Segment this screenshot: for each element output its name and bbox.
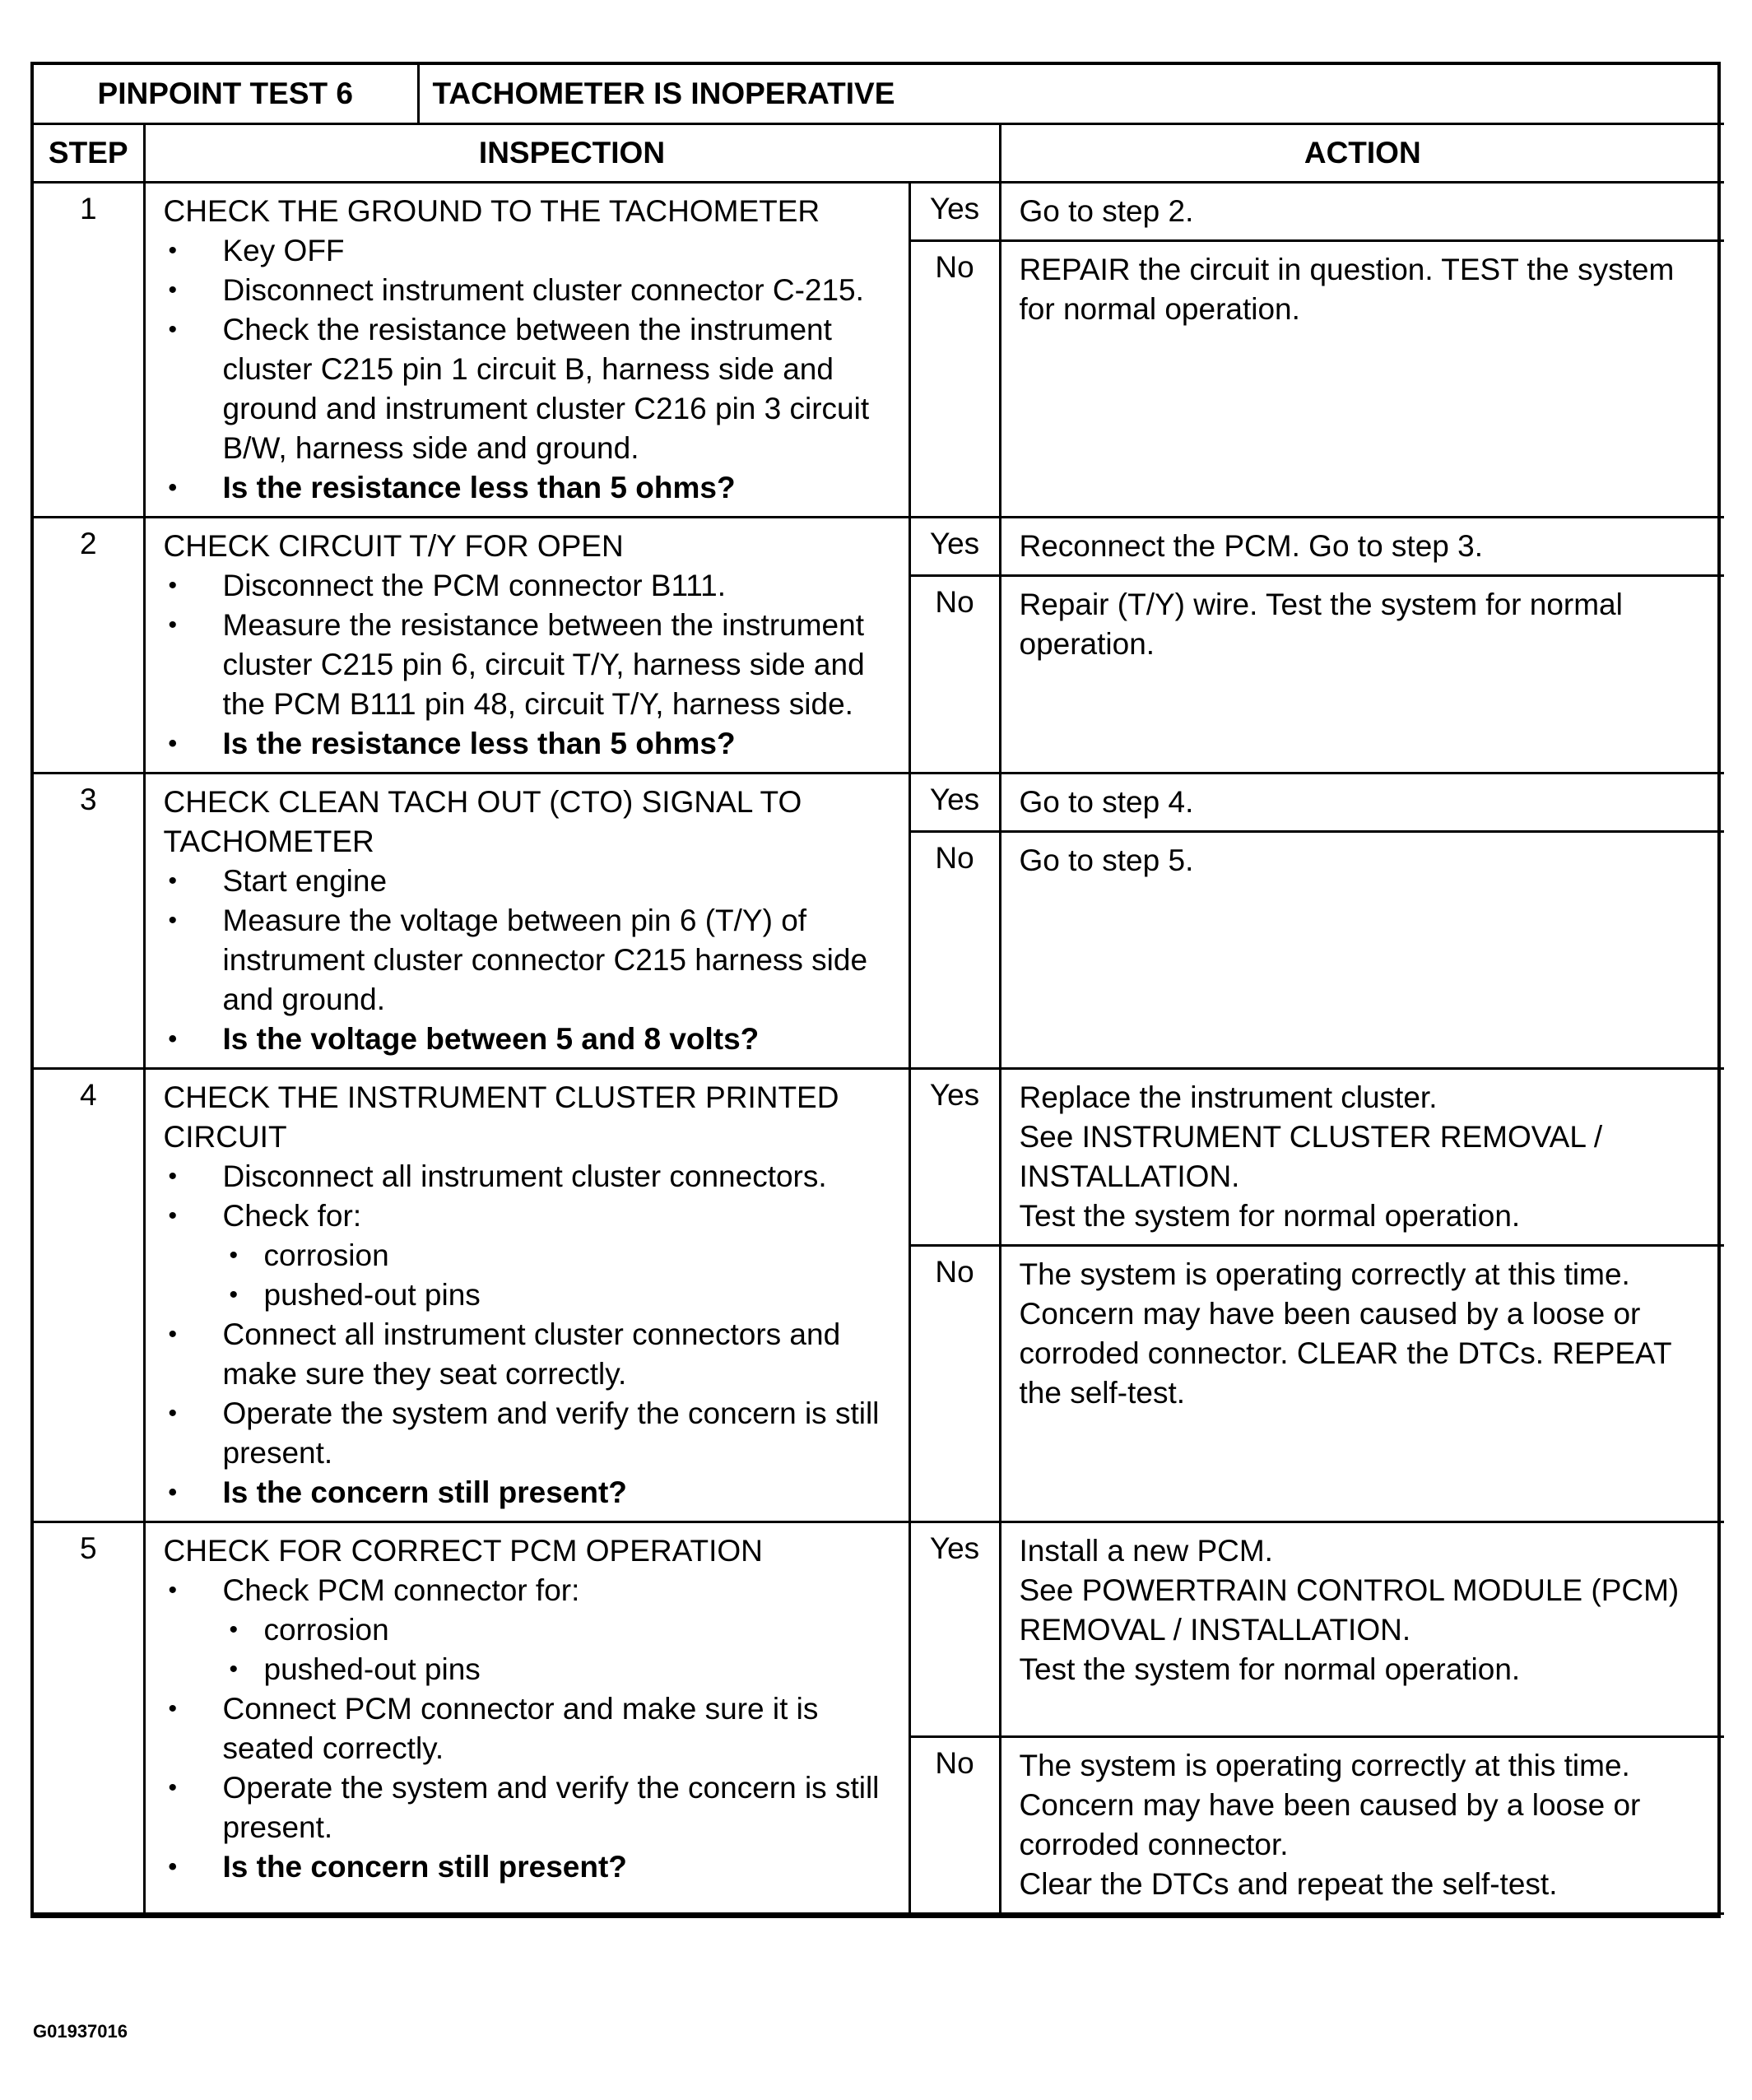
action-line: Repair (T/Y) wire. Test the system for normal operation. bbox=[1019, 588, 1623, 661]
step-question: • Is the resistance less than 5 ohms? bbox=[164, 724, 894, 764]
action-line: Test the system for normal operation. bbox=[1019, 1199, 1521, 1233]
sub-list-item: • corrosion bbox=[223, 1610, 894, 1650]
inspection-bullets bbox=[164, 566, 894, 764]
inspection-bullets bbox=[164, 231, 894, 508]
list-item: • Disconnect all instrument cluster connectors. bbox=[164, 1157, 894, 1196]
yes-action bbox=[1000, 518, 1724, 576]
list-item: • Disconnect the PCM connector B111. bbox=[164, 566, 894, 606]
no-label: No bbox=[909, 832, 1000, 1069]
yes-action bbox=[1000, 1522, 1724, 1737]
sub-bullets bbox=[223, 1236, 894, 1315]
no-action bbox=[1000, 1246, 1724, 1522]
step-inspection bbox=[144, 183, 909, 518]
list-item: • Operate the system and verify the concern is still present. bbox=[164, 1768, 894, 1847]
no-label: No bbox=[909, 1737, 1000, 1914]
column-header-row bbox=[34, 124, 1724, 183]
list-item: • Operate the system and verify the concern is still present. bbox=[164, 1394, 894, 1473]
list-item bbox=[164, 1571, 894, 1689]
step-row-yes bbox=[34, 1069, 1724, 1246]
no-label: No bbox=[909, 576, 1000, 774]
step-heading: CHECK CLEAN TACH OUT (CTO) SIGNAL TO TACHOMETER bbox=[163, 785, 802, 858]
action-line: Go to step 4. bbox=[1019, 785, 1194, 819]
step-inspection bbox=[144, 774, 909, 1069]
action-line: The system is operating correctly at this time. Concern may have been caused by a loose or corroded connector. CLEAR the DTCs. REPEAT the self-test. bbox=[1019, 1257, 1671, 1410]
action-line: The system is operating correctly at this time. Concern may have been caused by a loose or corroded connector. bbox=[1019, 1749, 1641, 1861]
column-header-action: ACTION bbox=[1000, 124, 1724, 183]
action-line: Replace the instrument cluster. bbox=[1019, 1080, 1438, 1114]
sub-list-item: • corrosion bbox=[223, 1236, 894, 1275]
step-question: • Is the concern still present? bbox=[164, 1473, 894, 1512]
action-line: See POWERTRAIN CONTROL MODULE (PCM) REMOVAL / INSTALLATION. bbox=[1019, 1573, 1680, 1647]
no-action bbox=[1000, 832, 1724, 1069]
sub-list-item: • pushed-out pins bbox=[223, 1275, 894, 1315]
step-row-yes bbox=[34, 1522, 1724, 1737]
step-row-yes bbox=[34, 183, 1724, 241]
no-label: No bbox=[909, 241, 1000, 518]
pinpoint-test-table bbox=[30, 62, 1721, 1918]
column-header-inspection: INSPECTION bbox=[144, 124, 1000, 183]
test-header-row bbox=[34, 65, 1724, 124]
yes-label: Yes bbox=[909, 183, 1000, 241]
action-line: Go to step 5. bbox=[1019, 843, 1194, 877]
step-question: • Is the voltage between 5 and 8 volts? bbox=[164, 1020, 894, 1059]
action-line: REPAIR the circuit in question. TEST the system for normal operation. bbox=[1019, 253, 1675, 326]
list-item bbox=[164, 1196, 894, 1315]
list-item: • Measure the resistance between the instrument cluster C215 pin 6, circuit T/Y, harness side and the PCM B111 pin 48, circuit T/Y, harness side. bbox=[164, 606, 894, 724]
sub-list-item: • pushed-out pins bbox=[223, 1650, 894, 1689]
step-inspection bbox=[144, 1069, 909, 1522]
no-action bbox=[1000, 241, 1724, 518]
step-inspection bbox=[144, 1522, 909, 1914]
list-item: • Connect PCM connector and make sure it is seated correctly. bbox=[164, 1689, 894, 1768]
step-number: 3 bbox=[34, 774, 144, 1069]
yes-action bbox=[1000, 183, 1724, 241]
yes-label: Yes bbox=[909, 518, 1000, 576]
figure-code: G01937016 bbox=[33, 2021, 128, 2042]
inspection-bullets bbox=[164, 1157, 894, 1512]
yes-action bbox=[1000, 774, 1724, 832]
list-item-text: Check PCM connector for: bbox=[222, 1573, 580, 1607]
column-header-step: STEP bbox=[34, 124, 144, 183]
list-item: • Key OFF bbox=[164, 231, 894, 271]
inspection-bullets bbox=[164, 862, 894, 1059]
test-label: PINPOINT TEST 6 bbox=[34, 65, 418, 124]
step-row-yes bbox=[34, 518, 1724, 576]
list-item: • Measure the voltage between pin 6 (T/Y) of instrument cluster connector C215 harness side and ground. bbox=[164, 901, 894, 1020]
sub-bullets bbox=[223, 1610, 894, 1689]
step-number: 2 bbox=[34, 518, 144, 774]
list-item: • Start engine bbox=[164, 862, 894, 901]
step-number: 5 bbox=[34, 1522, 144, 1914]
action-line: Reconnect the PCM. Go to step 3. bbox=[1019, 529, 1484, 563]
action-line: Install a new PCM. bbox=[1019, 1534, 1273, 1568]
list-item-text: Check for: bbox=[222, 1199, 362, 1233]
inspection-bullets bbox=[164, 1571, 894, 1887]
action-line: Clear the DTCs and repeat the self-test. bbox=[1019, 1867, 1558, 1901]
yes-label: Yes bbox=[909, 774, 1000, 832]
yes-label: Yes bbox=[909, 1069, 1000, 1246]
step-heading: CHECK FOR CORRECT PCM OPERATION bbox=[163, 1534, 763, 1568]
step-row-yes bbox=[34, 774, 1724, 832]
step-heading: CHECK CIRCUIT T/Y FOR OPEN bbox=[163, 529, 624, 563]
step-inspection bbox=[144, 518, 909, 774]
list-item: • Check the resistance between the instrument cluster C215 pin 1 circuit B, harness side and ground and instrument cluster C216 pin 3 circuit B/W, harness side and ground. bbox=[164, 310, 894, 468]
no-action bbox=[1000, 1737, 1724, 1914]
action-line: Go to step 2. bbox=[1019, 194, 1194, 228]
list-item: • Connect all instrument cluster connectors and make sure they seat correctly. bbox=[164, 1315, 894, 1394]
step-question: • Is the resistance less than 5 ohms? bbox=[164, 468, 894, 508]
action-line: Test the system for normal operation. bbox=[1019, 1652, 1521, 1686]
no-label: No bbox=[909, 1246, 1000, 1522]
step-number: 4 bbox=[34, 1069, 144, 1522]
step-question: • Is the concern still present? bbox=[164, 1847, 894, 1887]
yes-label: Yes bbox=[909, 1522, 1000, 1737]
action-line: See INSTRUMENT CLUSTER REMOVAL / INSTALLATION. bbox=[1019, 1120, 1603, 1193]
step-heading: CHECK THE INSTRUMENT CLUSTER PRINTED CIRCUIT bbox=[163, 1080, 839, 1154]
test-title: TACHOMETER IS INOPERATIVE bbox=[418, 65, 1724, 124]
step-heading: CHECK THE GROUND TO THE TACHOMETER bbox=[163, 194, 820, 228]
list-item: • Disconnect instrument cluster connector C-215. bbox=[164, 271, 894, 310]
yes-action bbox=[1000, 1069, 1724, 1246]
step-number: 1 bbox=[34, 183, 144, 518]
no-action bbox=[1000, 576, 1724, 774]
